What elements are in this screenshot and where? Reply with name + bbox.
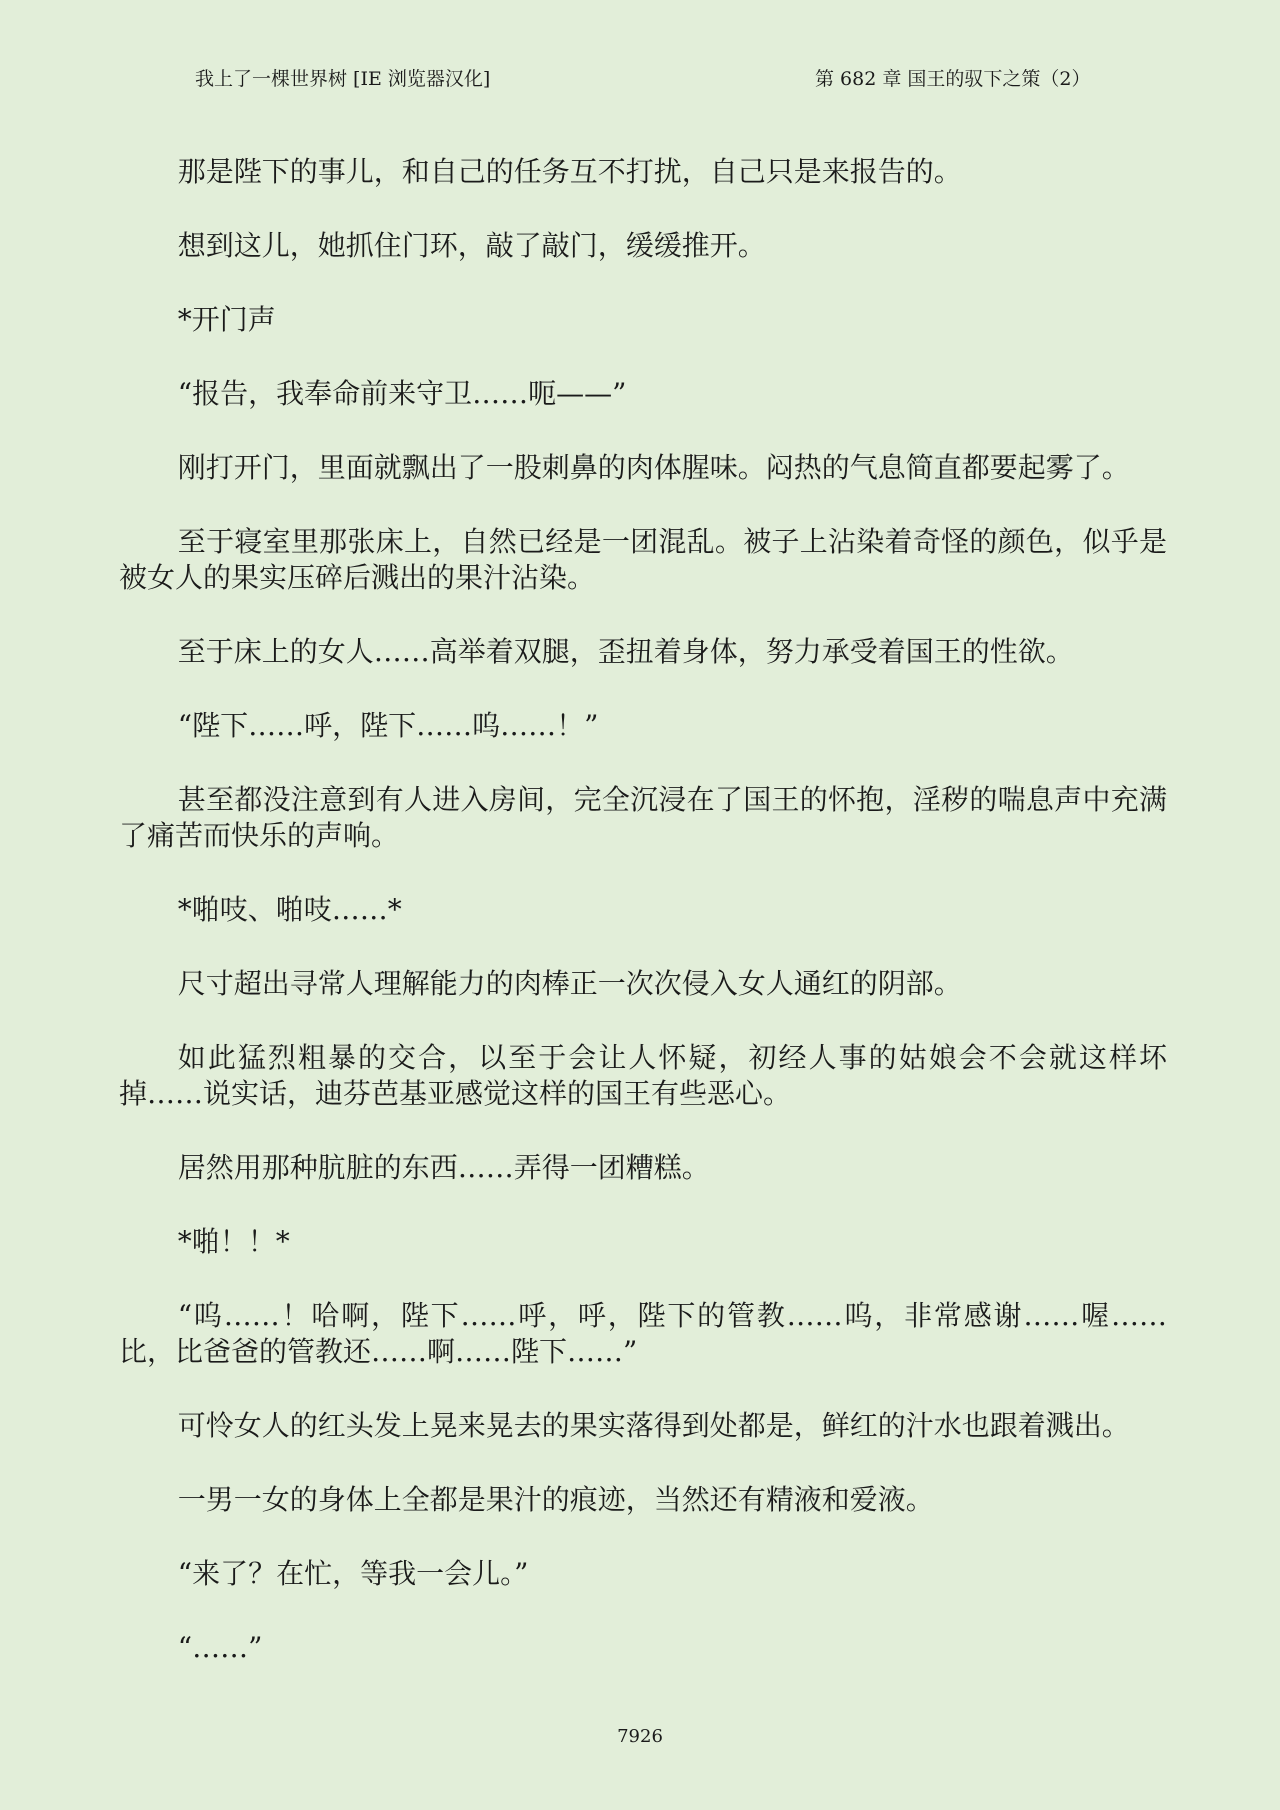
paragraph: “呜……！哈啊，陛下……呼，呼，陛下的管教……呜，非常感谢……喔……比，比爸爸的管教还……啊……陛下……” [119, 1299, 1167, 1368]
paragraph: 一男一女的身体上全都是果汁的痕迹，当然还有精液和爱液。 [177, 1483, 934, 1516]
paragraph: “陛下……呼，陛下……呜……！” [177, 709, 599, 742]
document-body [119, 154, 1167, 1704]
header-chapter-title: 第 682 章 国王的驭下之策（2） [815, 68, 1091, 90]
paragraph: *开门声 [177, 303, 276, 336]
paragraph: 想到这儿，她抓住门环，敲了敲门，缓缓推开。 [177, 229, 766, 262]
paragraph: “来了？在忙，等我一会儿。” [177, 1557, 529, 1590]
paragraph: “报告，我奉命前来守卫……呃——” [177, 377, 627, 410]
paragraph: 甚至都没注意到有人进入房间，完全沉浸在了国王的怀抱，淫秽的喘息声中充满了痛苦而快乐的声响。 [119, 783, 1167, 852]
paragraph: 至于床上的女人……高举着双腿，歪扭着身体，努力承受着国王的性欲。 [177, 635, 1074, 668]
paragraph: *啪吱、啪吱……* [177, 893, 402, 926]
paragraph: 居然用那种肮脏的东西……弄得一团糟糕。 [177, 1151, 710, 1184]
paragraph: 那是陛下的事儿，和自己的任务互不打扰，自己只是来报告的。 [177, 155, 962, 188]
paragraph: 如此猛烈粗暴的交合，以至于会让人怀疑，初经人事的姑娘会不会就这样坏掉……说实话，迪芬芭基亚感觉这样的国王有些恶心。 [119, 1041, 1167, 1110]
paragraph: 尺寸超出寻常人理解能力的肉棒正一次次侵入女人通红的阴部。 [177, 967, 962, 1000]
paragraph: 至于寝室里那张床上，自然已经是一团混乱。被子上沾染着奇怪的颜色，似乎是被女人的果实压碎后溅出的果汁沾染。 [119, 525, 1167, 594]
paragraph: *啪！！* [177, 1225, 290, 1258]
page-number: 7926 [617, 1726, 663, 1747]
header-book-title: 我上了一棵世界树 [IE 浏览器汉化] [195, 68, 491, 90]
paragraph: 可怜女人的红头发上晃来晃去的果实落得到处都是，鲜红的汁水也跟着溅出。 [177, 1409, 1130, 1442]
paragraph: “……” [177, 1631, 263, 1664]
paragraph: 刚打开门，里面就飘出了一股刺鼻的肉体腥味。闷热的气息简直都要起雾了。 [177, 451, 1130, 484]
